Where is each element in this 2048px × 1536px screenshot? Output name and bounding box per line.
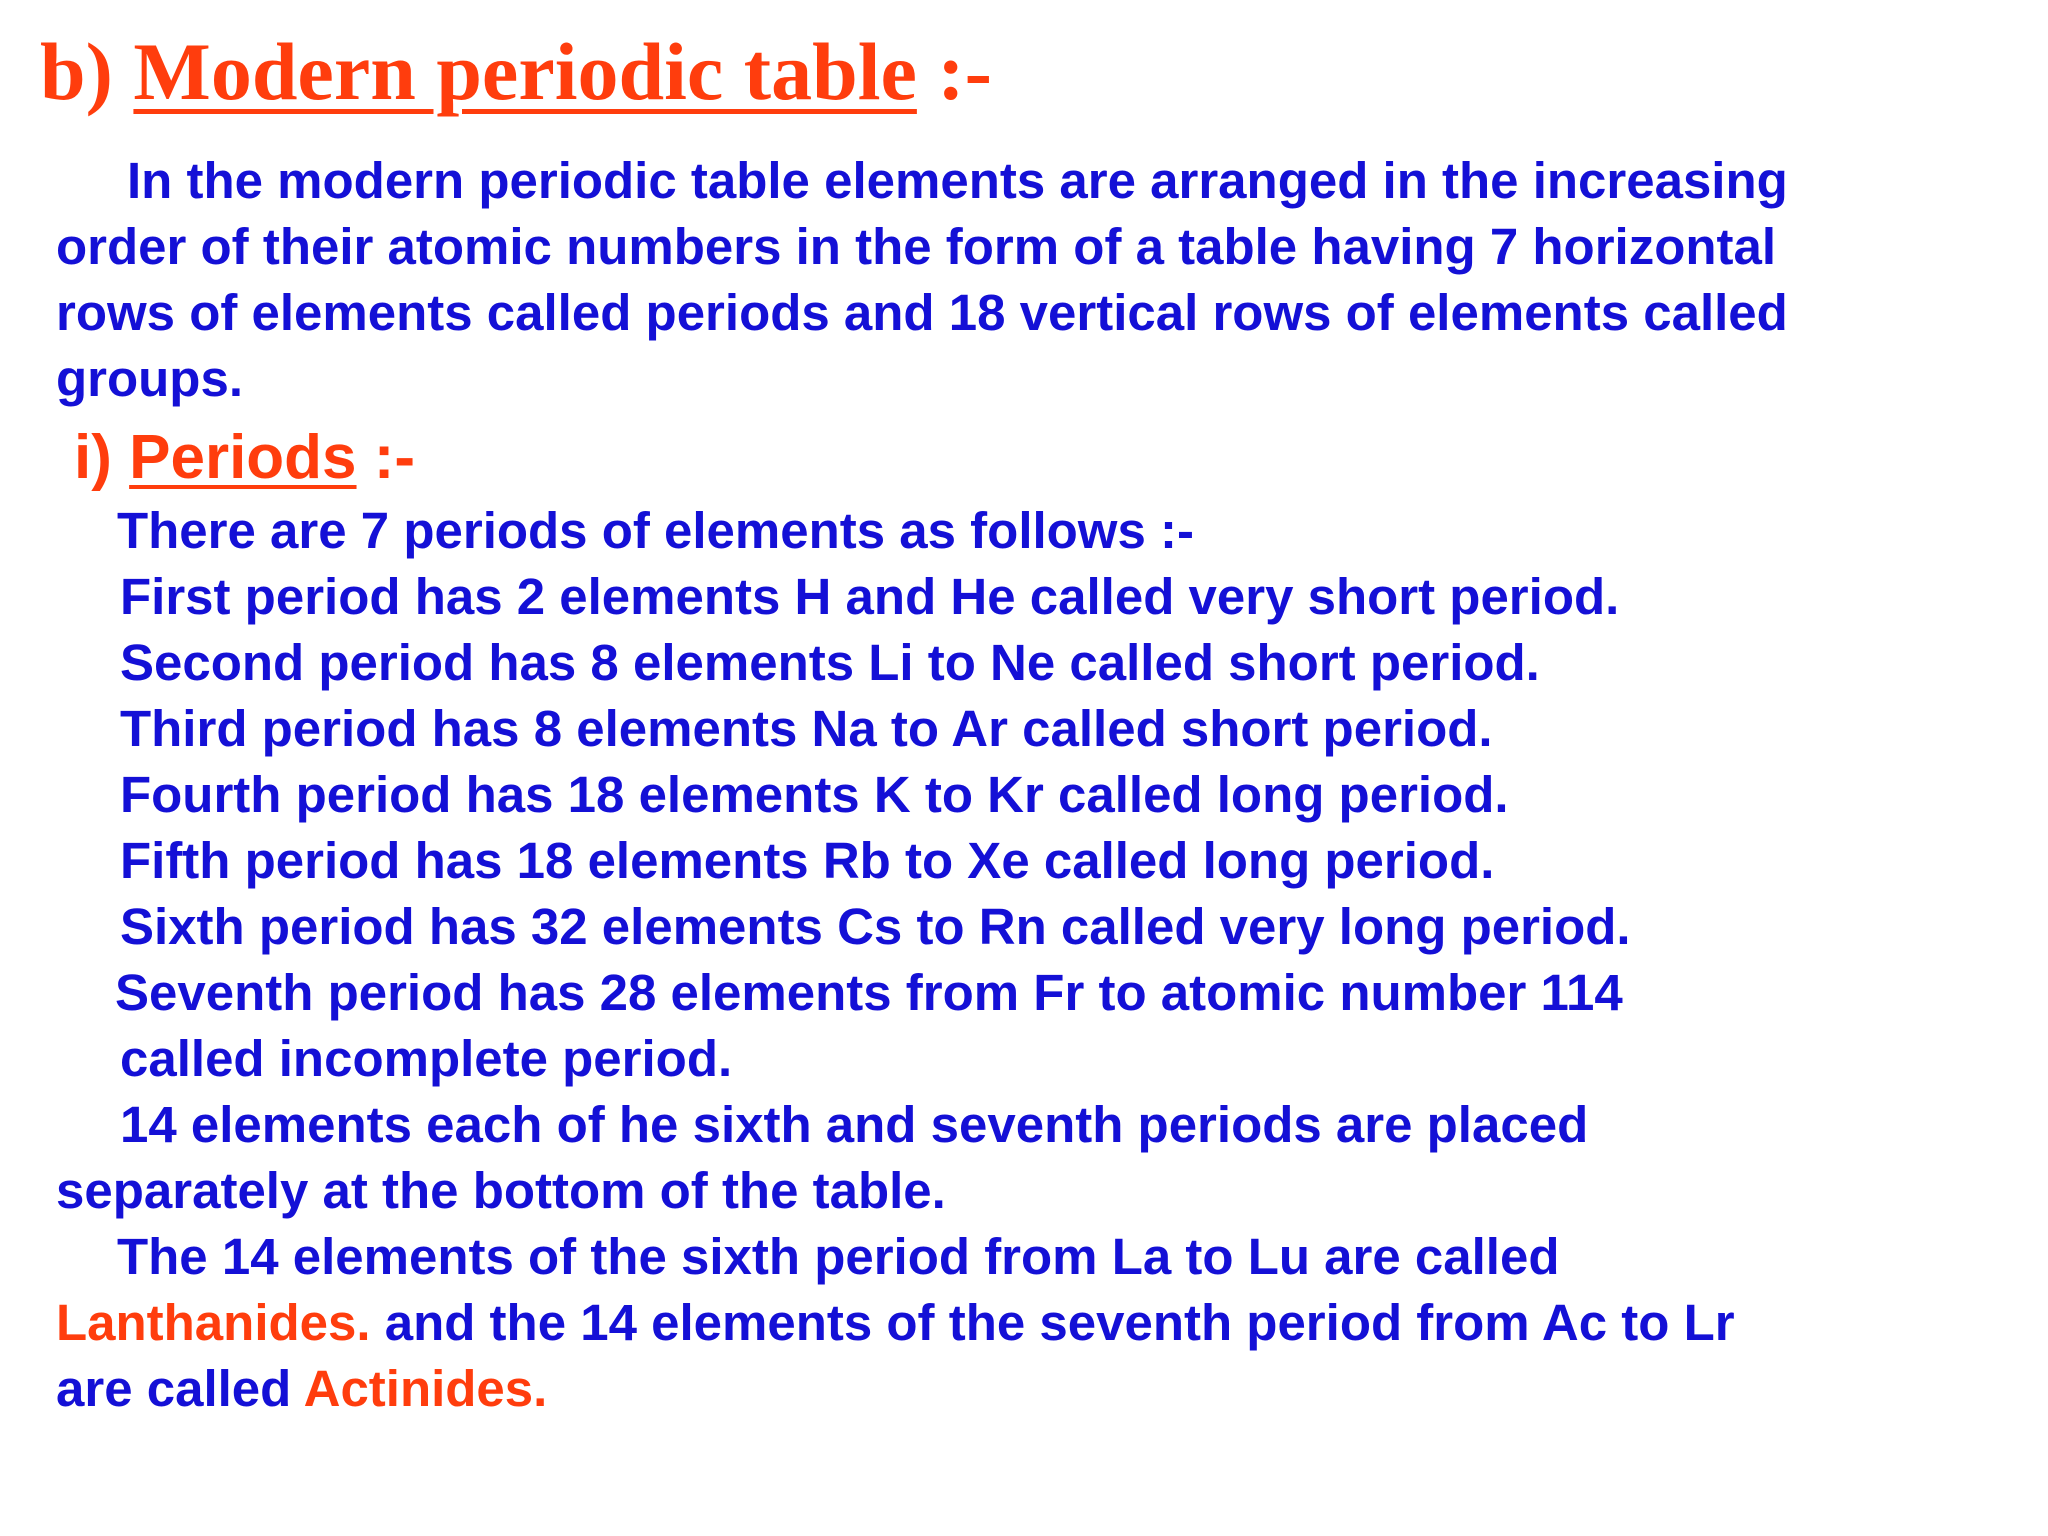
period-line-second: Second period has 8 elements Li to Ne called short period. <box>120 634 1540 691</box>
title-underlined: Modern periodic table <box>133 26 917 117</box>
title-prefix: b) <box>40 26 134 117</box>
series-line-2-rest: and the 14 elements of the seventh period from Ac to Lr <box>370 1294 1735 1351</box>
subheading-prefix: i) <box>74 423 130 492</box>
period-line-third: Third period has 8 elements Na to Ar called short period. <box>120 700 1493 757</box>
period-line-seventh: Seventh period has 28 elements from Fr to atomic number 114 <box>115 964 1623 1021</box>
separate-line-2: separately at the bottom of the table. <box>56 1162 946 1219</box>
period-line-seventh-cont: called incomplete period. <box>120 1030 733 1087</box>
periods-intro: There are 7 periods of elements as follows :- <box>117 502 1194 559</box>
actinides-term: Actinides. <box>303 1360 548 1417</box>
intro-line-4: groups. <box>56 350 243 407</box>
subheading-underlined: Periods <box>129 423 357 492</box>
periods-subheading <box>74 418 415 498</box>
period-line-fourth: Fourth period has 18 elements K to Kr called long period. <box>120 766 1509 823</box>
period-line-sixth: Sixth period has 32 elements Cs to Rn called very long period. <box>120 898 1631 955</box>
period-line-fifth: Fifth period has 18 elements Rb to Xe called long period. <box>120 832 1495 889</box>
intro-line-1: In the modern periodic table elements are arranged in the increasing <box>127 152 1788 209</box>
title-suffix: :- <box>916 26 992 117</box>
lanthanides-term: Lanthanides. <box>56 1294 371 1351</box>
slide-title <box>40 22 992 122</box>
series-line-2 <box>56 1290 1735 1356</box>
period-line-first: First period has 2 elements H and He called very short period. <box>120 568 1620 625</box>
intro-line-3: rows of elements called periods and 18 vertical rows of elements called <box>56 284 1788 341</box>
intro-line-2: order of their atomic numbers in the form of a table having 7 horizontal <box>56 218 1777 275</box>
series-line-3 <box>56 1356 547 1422</box>
subheading-suffix: :- <box>356 423 416 492</box>
series-line-1: The 14 elements of the sixth period from La to Lu are called <box>117 1228 1560 1285</box>
separate-line-1: 14 elements each of he sixth and seventh periods are placed <box>120 1096 1589 1153</box>
series-line-3-start: are called <box>56 1360 304 1417</box>
